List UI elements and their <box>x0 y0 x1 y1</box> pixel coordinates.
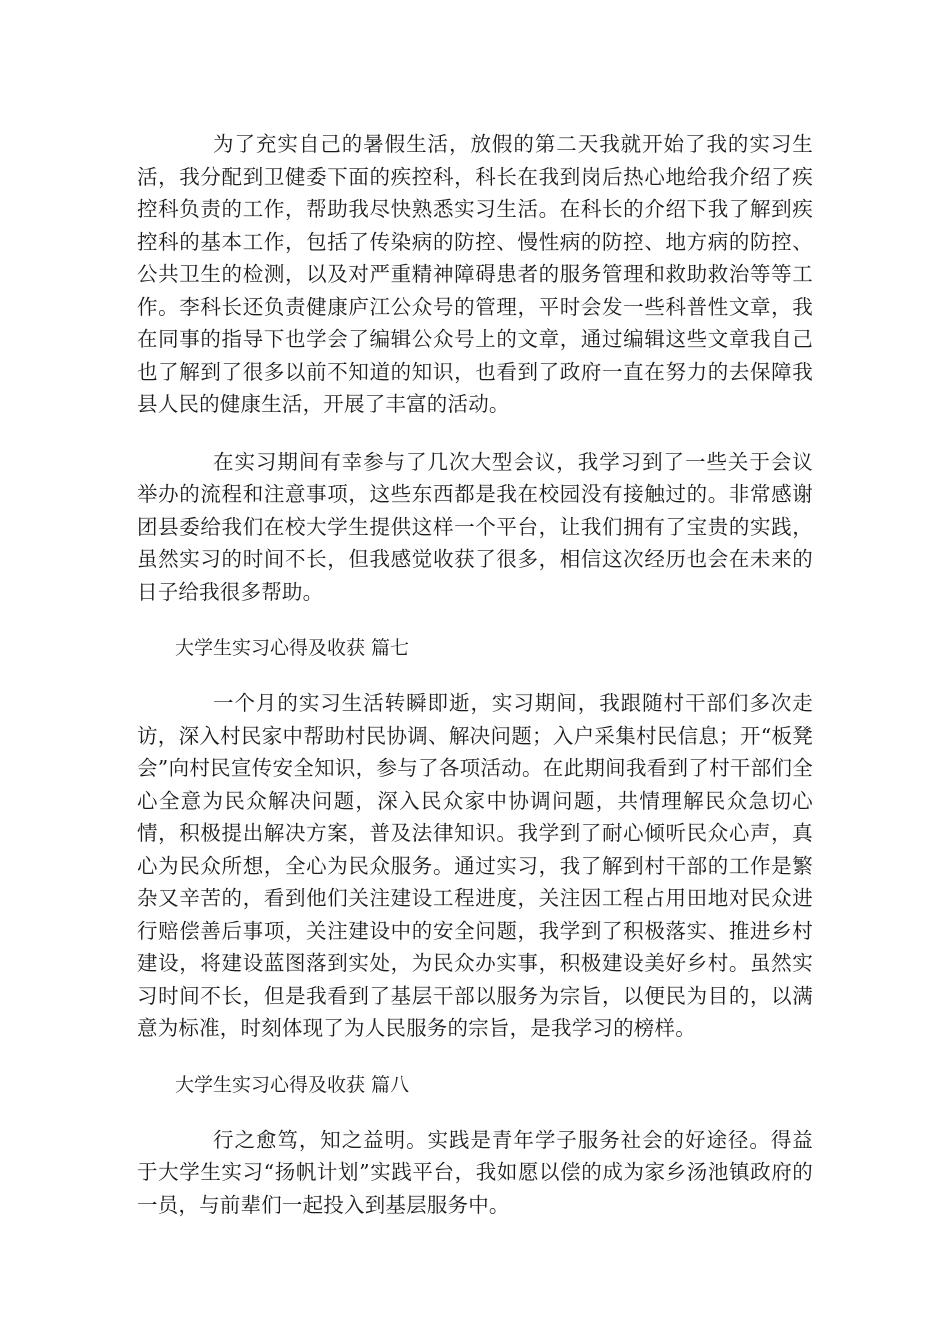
section-heading-part-8: 大学生实习心得及收获 篇八 <box>175 1073 410 1096</box>
document-page <box>137 128 813 1221</box>
paragraph-sail-plan: 行之愈笃，知之益明。实践是青年学子服务社会的好途径。得益于大学生实习“扬帆计划”实践平台，我如愿以偿的成为家乡汤池镇政府的一员，与前辈们一起投入到基层服务中。 <box>137 1127 813 1217</box>
section-heading-part-7: 大学生实习心得及收获 篇七 <box>175 637 410 659</box>
paragraph-village-cadres: 一个月的实习生活转瞬即逝，实习期间，我跟随村干部们多次走访，深入村民家中帮助村民协调、解决问题；入户采集村民信息；开“板凳会”向村民宣传安全知识，参与了各项活动。在此期间我看到了村干部们全心全意为民众解决问题，深入民众家中协调问题，共情理解民众急切心情，积极提出解决方案，普及法律知识。我学到了耐心倾听民众心声，真心为民众所想，全心为民众服务。通过实习，我了解到村干部的工作是繁杂又辛苦的，看到他们关注建设工程进度，关注因工程占用田地对民众进行赔偿善后事项，关注建设中的安全问题，我学到了积极落实、推进乡村建设，将建设蓝图落到实处，为民众办实事，积极建设美好乡村。虽然实习时间不长，但是我看到了基层干部以服务为宗旨，以便民为目的，以满意为标准，时刻体现了为人民服务的宗旨，是我学习的榜样。 <box>137 691 813 1040</box>
paragraph-internship-cdc: 为了充实自己的暑假生活，放假的第二天我就开始了我的实习生活，我分配到卫健委下面的疾控科，科长在我到岗后热心地给我介绍了疾控科负责的工作，帮助我尽快熟悉实习生活。在科长的介绍下我了解到疾控科的基本工作，包括了传染病的防控、慢性病的防控、地方病的防控、公共卫生的检测，以及对严重精神障碍患者的服务管理和救助救治等等工作。李科长还负责健康庐江公众号的管理，平时会发一些科普性文章，我在同事的指导下也学会了编辑公众号上的文章，通过编辑这些文章我自己也了解到了很多以前不知道的知识，也看到了政府一直在努力的去保障我县人民的健康生活，开展了丰富的活动。 <box>137 132 813 416</box>
paragraph-meetings: 在实习期间有幸参与了几次大型会议，我学习到了一些关于会议举办的流程和注意事项，这些东西都是我在校园没有接触过的。非常感谢团县委给我们在校大学生提供这样一个平台，让我们拥有了宝贵的实践，虽然实习的时间不长，但我感觉收获了很多，相信这次经历也会在未来的日子给我很多帮助。 <box>137 449 813 604</box>
